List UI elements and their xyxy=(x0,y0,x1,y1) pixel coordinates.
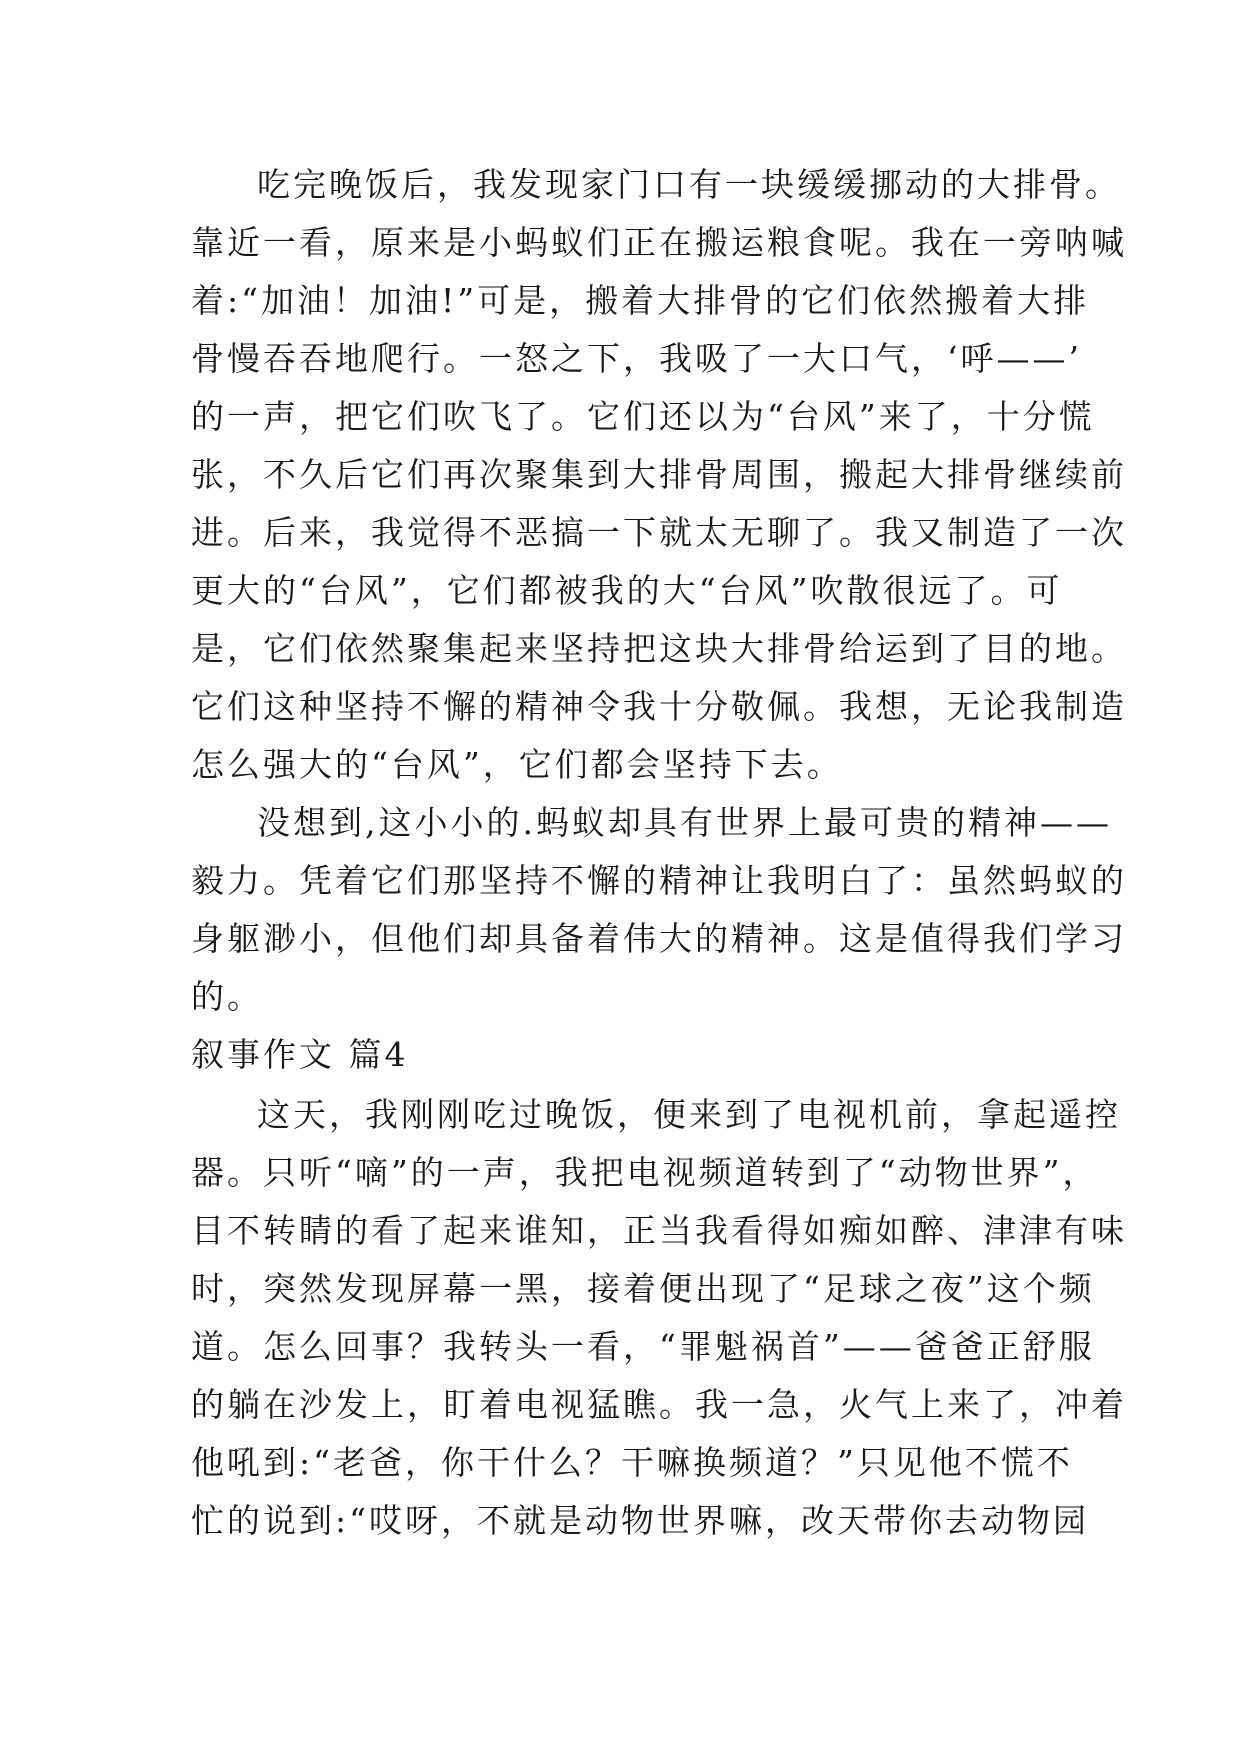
paragraph-line: 它们这种坚持不懈的精神令我十分敬佩。我想，无论我制造 xyxy=(191,687,1127,726)
paragraph-line: 他吼到:“老爸，你干什么？干嘛换频道？”只见他不慌不 xyxy=(191,1443,1073,1482)
paragraph-line: 身躯渺小，但他们却具备着伟大的精神。这是值得我们学习 xyxy=(191,919,1127,958)
paragraph-line: 毅力。凭着它们那坚持不懈的精神让我明白了：虽然蚂蚁的 xyxy=(191,861,1127,900)
paragraph-line: 着:“加油！加油!”可是，搬着大排骨的它们依然搬着大排 xyxy=(191,281,1090,320)
paragraph-line: 的一声，把它们吹飞了。它们还以为“台风”来了，十分慌 xyxy=(191,397,1095,436)
paragraph-line: 的躺在沙发上，盯着电视猛瞧。我一急，火气上来了，冲着 xyxy=(191,1385,1127,1424)
paragraph-line: 张，不久后它们再次聚集到大排骨周围，搬起大排骨继续前 xyxy=(191,455,1127,494)
paragraph-line: 吃完晚饭后，我发现家门口有一块缓缓挪动的大排骨。 xyxy=(257,165,1121,204)
paragraph-line: 器。只听“嘀”的一声，我把电视频道转到了“动物世界”， xyxy=(191,1153,1099,1192)
paragraph-line: 靠近一看，原来是小蚂蚁们正在搬运粮食呢。我在一旁呐喊 xyxy=(191,223,1127,262)
paragraph-line: 没想到,这小小的.蚂蚁却具有世界上最可贵的精神—— xyxy=(257,803,1112,842)
paragraph-line: 的。 xyxy=(191,977,263,1016)
paragraph-line: 是，它们依然聚集起来坚持把这块大排骨给运到了目的地。 xyxy=(191,629,1127,668)
section-heading: 叙事作文 篇4 xyxy=(191,1035,409,1074)
paragraph-line: 怎么强大的“台风”，它们都会坚持下去。 xyxy=(191,745,843,784)
paragraph-line: 骨慢吞吞地爬行。一怒之下，我吸了一大口气，‘呼——’ xyxy=(191,339,1082,378)
paragraph-line: 道。怎么回事？我转头一看，“罪魁祸首”——爸爸正舒服 xyxy=(191,1327,1095,1366)
paragraph-line: 目不转睛的看了起来谁知，正当我看得如痴如醉、津津有味 xyxy=(191,1211,1127,1250)
paragraph-line: 忙的说到:“哎呀，不就是动物世界嘛，改天带你去动物园 xyxy=(191,1501,1089,1540)
paragraph-line: 进。后来，我觉得不恶搞一下就太无聊了。我又制造了一次 xyxy=(191,513,1127,552)
paragraph-line: 更大的“台风”，它们都被我的大“台风”吹散很远了。可 xyxy=(191,571,1063,610)
paragraph-line: 时，突然发现屏幕一黑，接着便出现了“足球之夜”这个频 xyxy=(191,1269,1095,1308)
paragraph-line: 这天，我刚刚吃过晚饭，便来到了电视机前，拿起遥控 xyxy=(257,1095,1121,1134)
